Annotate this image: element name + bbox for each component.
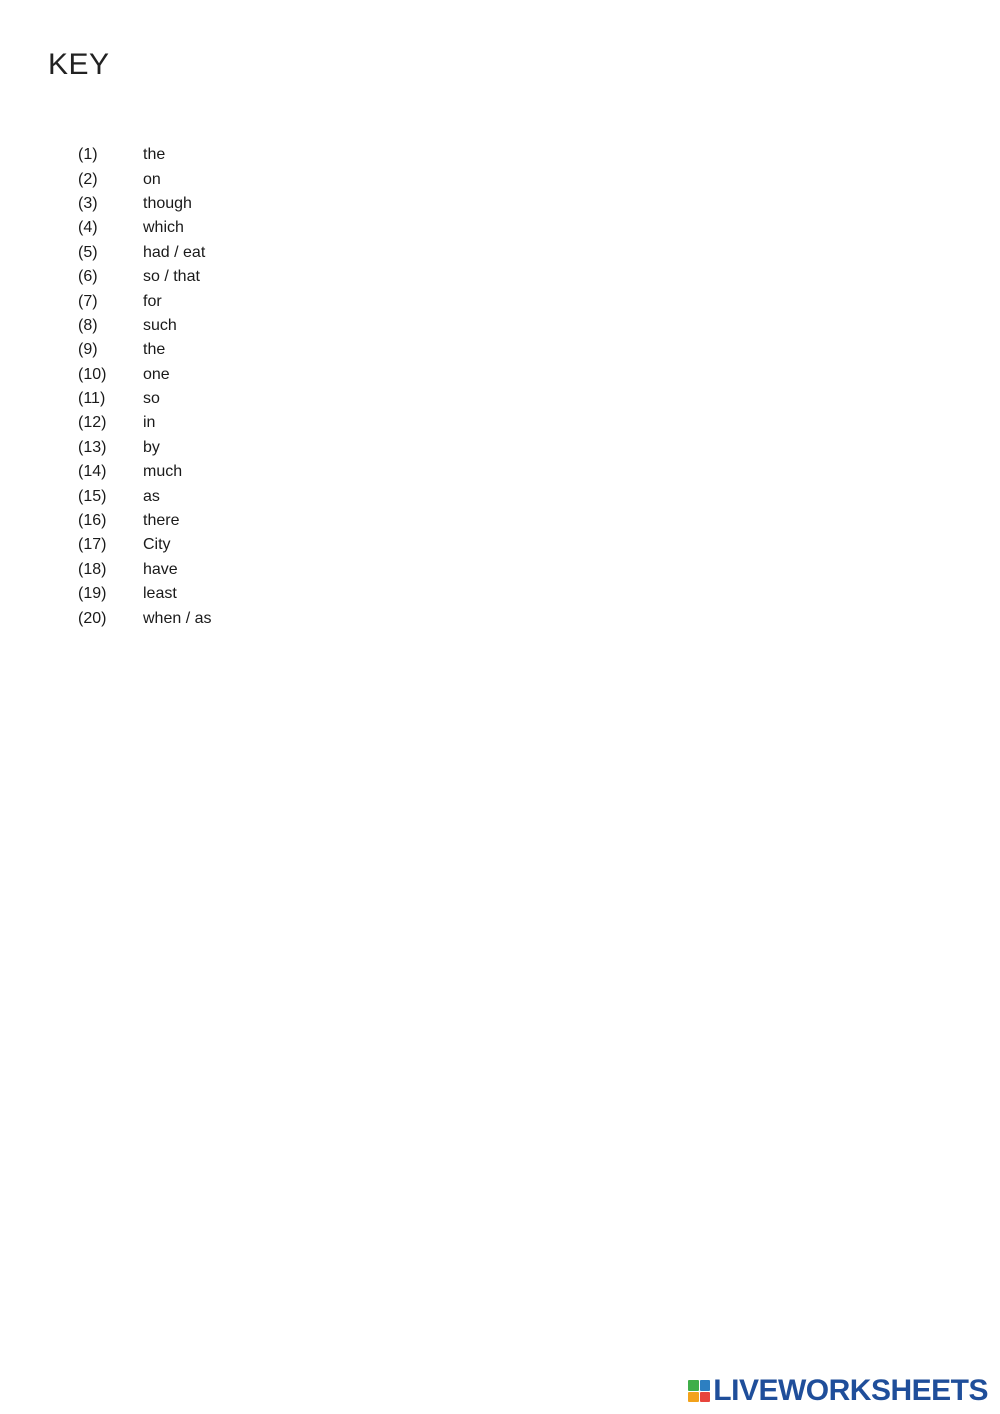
answer-row: [78, 436, 211, 460]
answer-number: (8): [78, 316, 98, 334]
answer-number: (19): [78, 585, 107, 603]
answer-row: [78, 606, 211, 630]
answer-number: (7): [78, 292, 98, 310]
answer-number: (20): [78, 609, 107, 627]
answer-number: (10): [78, 365, 107, 383]
answer-list: [78, 143, 211, 631]
page-title: KEY: [48, 48, 110, 81]
answer-number: (13): [78, 438, 107, 456]
answer-word: least: [143, 585, 177, 603]
answer-number: (17): [78, 536, 107, 554]
answer-row: [78, 387, 211, 411]
answer-word: there: [143, 512, 180, 530]
answer-word: which: [143, 219, 184, 237]
answer-row: [78, 192, 211, 216]
answer-row: [78, 289, 211, 313]
answer-word: have: [143, 560, 178, 578]
answer-number: (15): [78, 487, 107, 505]
answer-row: [78, 167, 211, 191]
answer-word: as: [143, 487, 160, 505]
answer-number: (6): [78, 268, 98, 286]
answer-word: had / eat: [143, 243, 206, 261]
answer-row: [78, 241, 211, 265]
answer-word: so / that: [143, 268, 200, 286]
answer-word: on: [143, 170, 161, 188]
answer-word: by: [143, 438, 160, 456]
answer-number: (5): [78, 243, 98, 261]
answer-row: [78, 314, 211, 338]
answer-word: such: [143, 316, 177, 334]
answer-number: (16): [78, 512, 107, 530]
logo-square: [700, 1392, 711, 1403]
answer-row: [78, 338, 211, 362]
answer-row: [78, 265, 211, 289]
answer-number: (12): [78, 414, 107, 432]
liveworksheets-logo: [688, 1376, 988, 1406]
brand-name: LIVEWORKSHEETS: [713, 1374, 988, 1407]
answer-row: [78, 411, 211, 435]
answer-number: (2): [78, 170, 98, 188]
answer-word: much: [143, 463, 183, 481]
answer-row: [78, 363, 211, 387]
logo-square: [688, 1380, 699, 1391]
answer-word: in: [143, 414, 156, 432]
answer-word: when / as: [143, 609, 212, 627]
answer-number: (11): [78, 390, 106, 408]
answer-word: the: [143, 341, 166, 359]
answer-row: [78, 216, 211, 240]
answer-number: (4): [78, 219, 98, 237]
logo-square: [688, 1392, 699, 1403]
answer-row: [78, 558, 211, 582]
answer-word: one: [143, 365, 170, 383]
answer-row: [78, 484, 211, 508]
answer-row: [78, 582, 211, 606]
answer-word: though: [143, 194, 192, 212]
answer-row: [78, 509, 211, 533]
logo-square: [700, 1380, 711, 1391]
answer-word: the: [143, 146, 166, 164]
answer-number: (1): [78, 146, 98, 164]
answer-number: (18): [78, 560, 107, 578]
answer-number: (3): [78, 194, 98, 212]
answer-row: [78, 143, 211, 167]
answer-word: for: [143, 292, 162, 310]
answer-number: (14): [78, 463, 107, 481]
answer-word: City: [143, 536, 171, 554]
answer-row: [78, 460, 211, 484]
liveworksheets-logo-icon: [688, 1380, 710, 1402]
answer-word: so: [143, 390, 160, 408]
answer-number: (9): [78, 341, 98, 359]
answer-row: [78, 533, 211, 557]
